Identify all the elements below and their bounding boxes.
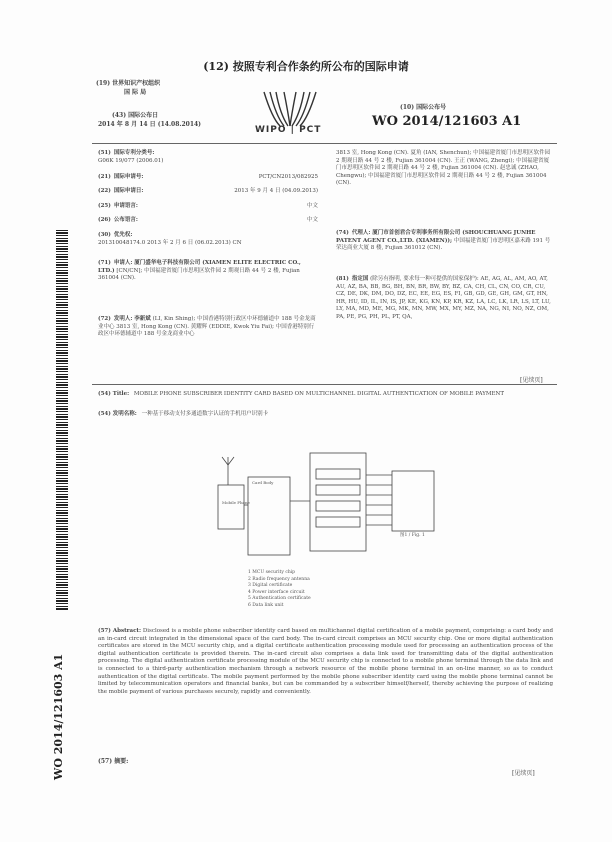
org-line2: 国 际 局 [124,89,147,96]
pubdate-label: (43) 国际公布日 [112,112,159,119]
field-72: (72) 发明人: 李新斌 (LI, Kin Shing); 中国香港特别行政区中环德辅道中 188 号金龙商业中心 3813 室, Hong Kong (CN). 黄耀辉 (EDDIE, Kwok Yiu Fai); 中国香港特别行政区中环德辅道中 188 号金龙商业中心 [98,316,316,337]
field-26: (26) 公布语言: 中文 [98,217,318,223]
field-51: (51) 国际专利分类号: G06K 19/077 (2006.01) [98,150,164,164]
wipo-logo-icon [258,88,322,130]
diagram-label-phone: Mobile Phone [222,500,250,505]
continued-bottom: [见续页] [512,770,535,777]
pubdate-value: 2014 年 8 月 14 日 (14.08.2014) [98,121,202,128]
org-line1: (19) 世界知识产权组织 [96,80,161,87]
title-cn: (54) 发明名称: 一种基于移动支付多通道数字认证的手机用户识别卡 [98,411,269,417]
continued-top: [见续页] [520,377,543,384]
field-72-cont: 3813 室, Hong Kong (CN). 夏角 (IAN, Shenchun); 中国福建省厦门市思明区软件园 2 期观日路 44 号 2 楼, Fujian 361004 (CN). 王正 (WANG, Zhengi); 中国福建省厦门市思明区软件园 2 期观日路 44 号 2 楼, Fujian 361004 (CN). 赵忠诚 (ZHAO, Chengwu); 中国福建省厦门市思明区软件园 2 期观日路 44 号 2 楼, Fujian 361004 (CN). [336,150,551,186]
sidebar-pubno: WO 2014/121603 A1 [52,653,65,780]
field-25: (25) 申请语言: 中文 [98,203,318,209]
barcode-icon [56,230,68,610]
mid-rule [92,384,557,385]
figure-label: 图1 / Fig. 1 [400,533,425,538]
pubno-value: WO 2014/121603 A1 [372,114,522,129]
field-21: (21) 国际申请号: PCT/CN2013/082925 [98,174,318,180]
field-71: (71) 申请人: 厦门盛华电子科技有限公司 (XIAMEN ELITE ELECTRIC CO., LTD.) [CN/CN]; 中国福建省厦门市思明区软件园 2 期观日路 44 号 2 楼, Fujian 361004 (CN). [98,260,301,281]
wipo-pct-text: WIPO | PCT [255,125,322,135]
abstract: (57) Abstract: Disclosed is a mobile phone subscriber identity card based on multichannel digital certification of a mobile payment, comprising: a card body and an in-card circuit integrated in the dimensional space of the card body. The in-card circuit comprises an MCU security chip. One or more digital authentication certificates are stored in the MCU security chip, and a digital certificate authentication processing module used for processing an authentication process of the digital authentication certificate is provided therein. The in-card circuit also comprises a data link used for transmitting data of the digital authentication processing. The digital authentication certificate processing module of the MCU security chip is connected to a mobile phone terminal through the data link and is connected to a third-party authentication mechanism through a network resource of the mobile phone terminal in an on-line manner, so as to conduct authentication of the digital certificate. The mobile payment performed by the mobile phone subscriber identity card using the mobile phone terminal cannot be limited by telecommunication operators and financial banks, but can be commanded by a subscriber himself/herself, thereby achieving the purpose of realizing the mobile payment of various purchases securely, rapidly and conveniently. [98,628,554,695]
field-74: (74) 代理人: 厦门市首创君合专利事务所有限公司 (SHOUCHUANG JUNHE PATENT AGENT CO.,LTD. (XIAMEN)); 中国福建省厦门市思明区嘉禾路 191 号荣达商业大厦 8 楼, Fujian 361012 (CN). [336,230,551,251]
header-rule [92,143,557,144]
diagram-legend: 1 MCU security chip 2 Radio frequency antenna 3 Digital certificate 4 Power interface circuit 5 Authentication certificate 6 Data link unit [248,570,311,608]
field-30: (30) 优先权: 201310048174.0 2013 年 2 月 6 日 (06.02.2013) CN [98,232,242,246]
diagram-label-card: Card Body [252,480,274,485]
title-en: (54) Title: MOBILE PHONE SUBSCRIBER IDENTITY CARD BASED ON MULTICHANNEL DIGITAL AUTHENTICATION OF MOBILE PAYMENT [98,391,505,397]
field-81: (81) 指定国 (除另有指明, 要求每一种可提供的国家保护): AE, AG, AL, AM, AO, AT, AU, AZ, BA, BB, BG, BH, BN, BR, BW, BY, BZ, CA, CH, CL, CN, CO, CR, CU, CZ, DE, DK, DM, DO, DZ, EC, EE, EG, ES, FI, GB, GD, GE, GH, GM, GT, HN, HR, HU, ID, IL, IN, IS, JP, KE, KG, KN, KP, KR, KZ, LA, LC, LK, LR, LS, LT, LU, LY, MA, MD, ME, MG, MK, MN, MW, MX, MY, MZ, NA, NG, NI, NO, NZ, OM, PA, PE, PG, PH, PL, PT, QA, [336,276,551,320]
field-22: (22) 国际申请日: 2013 年 9 月 4 日 (04.09.2013) [98,188,318,194]
main-title: (12) 按照专利合作条约所公布的国际申请 [203,60,409,73]
circuit-diagram [210,445,450,565]
pubno-label: (10) 国际公布号 [400,104,447,111]
abstract-cn-label: (57) 摘要: [98,758,129,765]
